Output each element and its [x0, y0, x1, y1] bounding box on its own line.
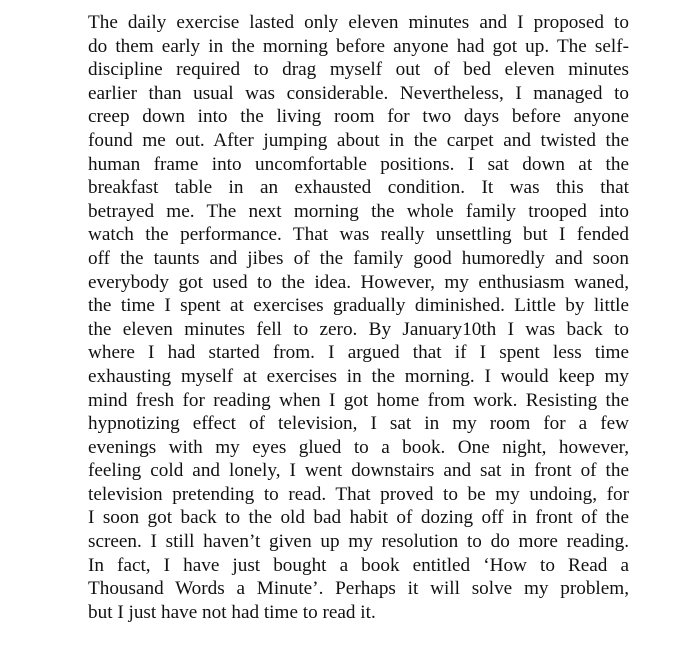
text-line: In fact, I have just bought a book entitled ‘How to Read a: [88, 554, 629, 576]
text-line: exhausting myself at exercises in the morning. I would keep my: [88, 365, 629, 387]
text-line: earlier than usual was considerable. Nevertheless, I managed to: [88, 82, 629, 104]
text-line: evenings with my eyes glued to a book. One night, however,: [88, 436, 629, 458]
text-line: mind fresh for reading when I got home from work. Resisting the: [88, 389, 629, 411]
text-line: feeling cold and lonely, I went downstairs and sat in front of the: [88, 460, 629, 482]
text-line: do them early in the morning before anyone had got up. The self-: [88, 35, 629, 57]
paragraph: [88, 11, 629, 624]
text-line: betrayed me. The next morning the whole family trooped into: [88, 200, 629, 222]
text-line: television pretending to read. That proved to be my undoing, for: [88, 483, 629, 505]
text-line: hypnotizing effect of television, I sat in my room for a few: [88, 413, 629, 435]
text-line: human frame into uncomfortable positions. I sat down at the: [88, 153, 629, 175]
text-line: discipline required to drag myself out of bed eleven minutes: [88, 59, 629, 81]
text-line: the eleven minutes fell to zero. By January10th I was back to: [88, 318, 629, 340]
text-line: the time I spent at exercises gradually diminished. Little by little: [88, 295, 629, 317]
text-line: but I just have not had time to read it.: [88, 601, 376, 623]
text-line: found me out. After jumping about in the carpet and twisted the: [88, 129, 629, 151]
text-line: Thousand Words a Minute’. Perhaps it will solve my problem,: [88, 578, 629, 600]
text-line: where I had started from. I argued that if I spent less time: [88, 342, 629, 364]
text-line: I soon got back to the old bad habit of dozing off in front of the: [88, 507, 629, 529]
text-line: off the taunts and jibes of the family good humoredly and soon: [88, 247, 629, 269]
text-line: everybody got used to the idea. However, my enthusiasm waned,: [88, 271, 629, 293]
text-line: creep down into the living room for two days before anyone: [88, 106, 629, 128]
text-line: screen. I still haven’t given up my resolution to do more reading.: [88, 531, 629, 553]
text-line: breakfast table in an exhausted condition. It was this that: [88, 177, 629, 199]
text-line: The daily exercise lasted only eleven minutes and I proposed to: [88, 12, 629, 33]
text-line: watch the performance. That was really unsettling but I fended: [88, 224, 629, 246]
